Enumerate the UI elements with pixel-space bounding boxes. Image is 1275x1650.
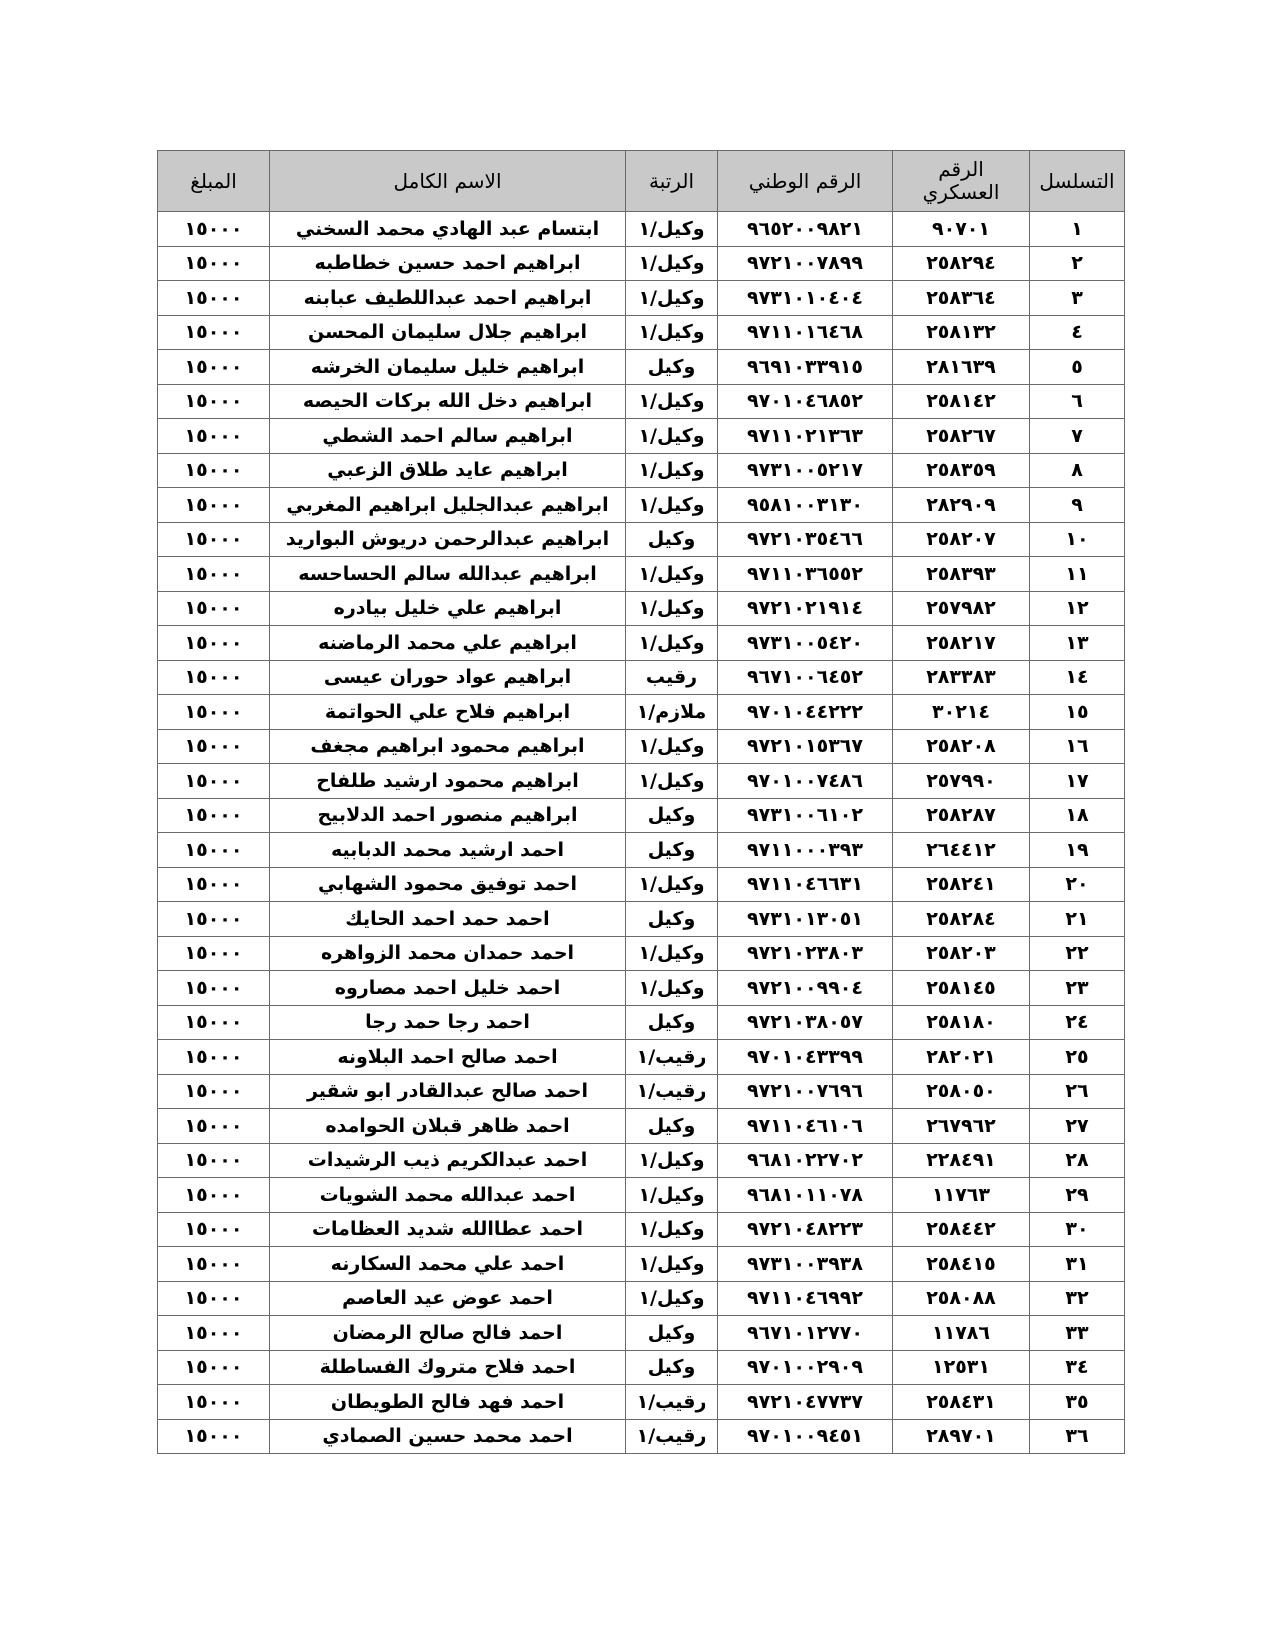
table-row	[158, 936, 1125, 971]
cell-national-number: ٩٦٨١٠١١٠٧٨	[718, 1178, 893, 1213]
cell-military-number: ٢٨٩٧٠١	[893, 1419, 1030, 1454]
cell-serial: ١٥	[1030, 695, 1125, 730]
cell-national-number: ٩٧٣١٠٠٥٤٢٠	[718, 626, 893, 661]
cell-full-name: ابراهيم سالم احمد الشطي	[270, 419, 626, 454]
cell-rank: وكيل/١	[626, 867, 718, 902]
header-serial: التسلسل	[1030, 151, 1125, 212]
table-row	[158, 1143, 1125, 1178]
cell-national-number: ٩٧٠١٠٤٣٣٩٩	[718, 1040, 893, 1075]
table-row	[158, 626, 1125, 661]
cell-full-name: احمد حمدان محمد الزواهره	[270, 936, 626, 971]
cell-military-number: ١٢٥٣١	[893, 1350, 1030, 1385]
cell-rank: وكيل	[626, 350, 718, 385]
cell-national-number: ٩٧٢١٠٠٧٦٩٦	[718, 1074, 893, 1109]
cell-full-name: احمد صالح احمد البلاونه	[270, 1040, 626, 1075]
cell-amount: ١٥٠٠٠	[158, 971, 270, 1006]
table-row	[158, 1385, 1125, 1420]
cell-full-name: احمد حمد احمد الحايك	[270, 902, 626, 937]
header-rank: الرتبة	[626, 151, 718, 212]
cell-national-number: ٩٧١١٠١٦٤٦٨	[718, 315, 893, 350]
cell-amount: ١٥٠٠٠	[158, 695, 270, 730]
cell-national-number: ٩٧٢١٠٢١٩١٤	[718, 591, 893, 626]
cell-rank: وكيل/١	[626, 591, 718, 626]
cell-full-name: احمد عبدالله محمد الشويات	[270, 1178, 626, 1213]
cell-national-number: ٩٧٠١٠٠٢٩٠٩	[718, 1350, 893, 1385]
cell-serial: ٢٣	[1030, 971, 1125, 1006]
cell-national-number: ٩٧١١٠٠٠٣٩٣	[718, 833, 893, 868]
cell-amount: ١٥٠٠٠	[158, 660, 270, 695]
table-row	[158, 1281, 1125, 1316]
cell-national-number: ٩٧١١٠٤٦٦٣١	[718, 867, 893, 902]
cell-national-number: ٩٧٢١٠٣٨٠٥٧	[718, 1005, 893, 1040]
cell-rank: وكيل/١	[626, 1281, 718, 1316]
cell-military-number: ٢٨٢٩٠٩	[893, 488, 1030, 523]
table-body	[158, 212, 1125, 1454]
table-row	[158, 729, 1125, 764]
cell-military-number: ٢٥٨٢٠٣	[893, 936, 1030, 971]
table-row	[158, 1350, 1125, 1385]
cell-amount: ١٥٠٠٠	[158, 833, 270, 868]
cell-amount: ١٥٠٠٠	[158, 1178, 270, 1213]
cell-serial: ٢٢	[1030, 936, 1125, 971]
cell-national-number: ٩٧٣١٠٠٣٩٣٨	[718, 1247, 893, 1282]
cell-full-name: ابراهيم عبدالرحمن دريوش البواريد	[270, 522, 626, 557]
cell-rank: رقيب/١	[626, 1385, 718, 1420]
cell-rank: وكيل	[626, 1109, 718, 1144]
cell-rank: وكيل/١	[626, 419, 718, 454]
cell-full-name: ابراهيم محمود ارشيد طلفاح	[270, 764, 626, 799]
cell-amount: ١٥٠٠٠	[158, 1385, 270, 1420]
cell-serial: ١٣	[1030, 626, 1125, 661]
cell-full-name: احمد رجا حمد رجا	[270, 1005, 626, 1040]
table-row	[158, 1212, 1125, 1247]
cell-national-number: ٩٧٢١٠٤٨٢٢٣	[718, 1212, 893, 1247]
cell-rank: وكيل	[626, 833, 718, 868]
cell-serial: ٣٢	[1030, 1281, 1125, 1316]
cell-military-number: ٢٥٨٢٠٨	[893, 729, 1030, 764]
cell-serial: ٦	[1030, 384, 1125, 419]
cell-full-name: احمد فلاح متروك الفساطلة	[270, 1350, 626, 1385]
cell-rank: وكيل/١	[626, 488, 718, 523]
cell-military-number: ٢٢٨٤٩١	[893, 1143, 1030, 1178]
table-row	[158, 246, 1125, 281]
cell-rank: وكيل	[626, 798, 718, 833]
cell-rank: رقيب/١	[626, 1040, 718, 1075]
cell-military-number: ٢٥٨٢٤١	[893, 867, 1030, 902]
cell-serial: ٣٤	[1030, 1350, 1125, 1385]
cell-amount: ١٥٠٠٠	[158, 522, 270, 557]
cell-amount: ١٥٠٠٠	[158, 1074, 270, 1109]
cell-full-name: ابراهيم احمد عبداللطيف عبابنه	[270, 281, 626, 316]
cell-rank: رقيب/١	[626, 1074, 718, 1109]
cell-rank: وكيل/١	[626, 1212, 718, 1247]
cell-amount: ١٥٠٠٠	[158, 1281, 270, 1316]
cell-full-name: احمد علي محمد السكارنه	[270, 1247, 626, 1282]
cell-amount: ١٥٠٠٠	[158, 453, 270, 488]
cell-amount: ١٥٠٠٠	[158, 867, 270, 902]
cell-serial: ٩	[1030, 488, 1125, 523]
cell-amount: ١٥٠٠٠	[158, 212, 270, 247]
cell-military-number: ٢٥٨٠٥٠	[893, 1074, 1030, 1109]
cell-rank: وكيل/١	[626, 384, 718, 419]
cell-full-name: احمد عطاالله شديد العظامات	[270, 1212, 626, 1247]
cell-amount: ١٥٠٠٠	[158, 488, 270, 523]
table-row	[158, 1419, 1125, 1454]
cell-serial: ٢٩	[1030, 1178, 1125, 1213]
cell-full-name: احمد فالح صالح الرمضان	[270, 1316, 626, 1351]
cell-rank: وكيل	[626, 1350, 718, 1385]
cell-full-name: احمد خليل احمد مصاروه	[270, 971, 626, 1006]
cell-serial: ٣٣	[1030, 1316, 1125, 1351]
document-page	[157, 150, 1124, 1454]
cell-military-number: ١١٧٨٦	[893, 1316, 1030, 1351]
cell-rank: وكيل/١	[626, 936, 718, 971]
cell-full-name: احمد فهد فالح الطويطان	[270, 1385, 626, 1420]
cell-rank: وكيل/١	[626, 212, 718, 247]
table-row	[158, 281, 1125, 316]
cell-serial: ٣٦	[1030, 1419, 1125, 1454]
cell-full-name: ابراهيم دخل الله بركات الحيصه	[270, 384, 626, 419]
cell-rank: وكيل/١	[626, 557, 718, 592]
cell-military-number: ٢٥٨٢٨٧	[893, 798, 1030, 833]
cell-serial: ٢٨	[1030, 1143, 1125, 1178]
cell-full-name: احمد ظاهر قبلان الحوامده	[270, 1109, 626, 1144]
cell-military-number: ٢٥٧٩٩٠	[893, 764, 1030, 799]
cell-full-name: ابراهيم علي محمد الرماضنه	[270, 626, 626, 661]
cell-full-name: ابراهيم جلال سليمان المحسن	[270, 315, 626, 350]
cell-rank: رقيب/١	[626, 1419, 718, 1454]
cell-amount: ١٥٠٠٠	[158, 1316, 270, 1351]
cell-military-number: ٢٥٨٢١٧	[893, 626, 1030, 661]
table-row	[158, 833, 1125, 868]
cell-rank: وكيل/١	[626, 626, 718, 661]
cell-national-number: ٩٧٢١٠٣٥٤٦٦	[718, 522, 893, 557]
cell-full-name: ابراهيم احمد حسين خطاطبه	[270, 246, 626, 281]
cell-national-number: ٩٧٠١٠٠٧٤٨٦	[718, 764, 893, 799]
cell-full-name: ابراهيم منصور احمد الدلابيح	[270, 798, 626, 833]
cell-full-name: ابراهيم عايد طلاق الزعبي	[270, 453, 626, 488]
cell-military-number: ٢٨٣٣٨٣	[893, 660, 1030, 695]
cell-amount: ١٥٠٠٠	[158, 384, 270, 419]
cell-full-name: ابتسام عبد الهادي محمد السخني	[270, 212, 626, 247]
cell-national-number: ٩٦٩١٠٣٣٩١٥	[718, 350, 893, 385]
cell-rank: وكيل	[626, 902, 718, 937]
cell-national-number: ٩٧٣١٠٠٦١٠٢	[718, 798, 893, 833]
cell-national-number: ٩٧٢١٠٢٣٨٠٣	[718, 936, 893, 971]
cell-rank: وكيل/١	[626, 764, 718, 799]
cell-amount: ١٥٠٠٠	[158, 1212, 270, 1247]
cell-national-number: ٩٧٠١٠٤٤٢٢٢	[718, 695, 893, 730]
cell-serial: ١٩	[1030, 833, 1125, 868]
cell-national-number: ٩٦٨١٠٢٢٧٠٢	[718, 1143, 893, 1178]
cell-rank: رقيب	[626, 660, 718, 695]
cell-rank: ملازم/١	[626, 695, 718, 730]
cell-full-name: ابراهيم فلاح علي الحواتمة	[270, 695, 626, 730]
cell-amount: ١٥٠٠٠	[158, 936, 270, 971]
table-row	[158, 1005, 1125, 1040]
table-row	[158, 522, 1125, 557]
cell-amount: ١٥٠٠٠	[158, 626, 270, 661]
cell-serial: ٧	[1030, 419, 1125, 454]
cell-full-name: ابراهيم علي خليل بيادره	[270, 591, 626, 626]
cell-military-number: ٣٠٢١٤	[893, 695, 1030, 730]
table-row	[158, 1040, 1125, 1075]
table-row	[158, 212, 1125, 247]
cell-rank: وكيل	[626, 1316, 718, 1351]
cell-amount: ١٥٠٠٠	[158, 1143, 270, 1178]
cell-amount: ١٥٠٠٠	[158, 1109, 270, 1144]
cell-military-number: ٢٥٨١٤٥	[893, 971, 1030, 1006]
cell-amount: ١٥٠٠٠	[158, 1247, 270, 1282]
cell-full-name: احمد محمد حسين الصمادي	[270, 1419, 626, 1454]
cell-military-number: ٢٥٨٢٨٤	[893, 902, 1030, 937]
cell-amount: ١٥٠٠٠	[158, 764, 270, 799]
table-row	[158, 798, 1125, 833]
cell-serial: ١٤	[1030, 660, 1125, 695]
cell-full-name: احمد ارشيد محمد الدبابيه	[270, 833, 626, 868]
cell-serial: ٣٥	[1030, 1385, 1125, 1420]
table-row	[158, 971, 1125, 1006]
cell-serial: ٢٧	[1030, 1109, 1125, 1144]
cell-rank: وكيل/١	[626, 453, 718, 488]
cell-amount: ١٥٠٠٠	[158, 729, 270, 764]
cell-serial: ١٦	[1030, 729, 1125, 764]
cell-serial: ١٠	[1030, 522, 1125, 557]
cell-national-number: ٩٧١١٠٤٦٩٩٢	[718, 1281, 893, 1316]
table-row	[158, 591, 1125, 626]
cell-full-name: احمد توفيق محمود الشهابي	[270, 867, 626, 902]
cell-serial: ١٨	[1030, 798, 1125, 833]
cell-serial: ١٢	[1030, 591, 1125, 626]
table-row	[158, 660, 1125, 695]
cell-national-number: ٩٦٧١٠٠٦٤٥٢	[718, 660, 893, 695]
table-row	[158, 764, 1125, 799]
table-row	[158, 1178, 1125, 1213]
cell-military-number: ٢٨١٦٣٩	[893, 350, 1030, 385]
cell-amount: ١٥٠٠٠	[158, 591, 270, 626]
cell-serial: ١٧	[1030, 764, 1125, 799]
cell-serial: ٤	[1030, 315, 1125, 350]
cell-military-number: ٢٥٨٤١٥	[893, 1247, 1030, 1282]
cell-national-number: ٩٧١١٠٤٦١٠٦	[718, 1109, 893, 1144]
cell-national-number: ٩٧٢١٠٠٩٩٠٤	[718, 971, 893, 1006]
cell-military-number: ٢٥٨١٤٢	[893, 384, 1030, 419]
cell-serial: ٥	[1030, 350, 1125, 385]
cell-serial: ٢٦	[1030, 1074, 1125, 1109]
cell-national-number: ٩٥٨١٠٠٣١٣٠	[718, 488, 893, 523]
cell-military-number: ٢٥٨٣٥٩	[893, 453, 1030, 488]
cell-amount: ١٥٠٠٠	[158, 350, 270, 385]
cell-amount: ١٥٠٠٠	[158, 419, 270, 454]
cell-rank: وكيل	[626, 1005, 718, 1040]
table-row	[158, 902, 1125, 937]
table-row	[158, 350, 1125, 385]
table-row	[158, 488, 1125, 523]
table-row	[158, 453, 1125, 488]
table-row	[158, 1316, 1125, 1351]
table-row	[158, 1247, 1125, 1282]
table-row	[158, 867, 1125, 902]
cell-military-number: ٢٥٨١٨٠	[893, 1005, 1030, 1040]
header-amount: المبلغ	[158, 151, 270, 212]
cell-military-number: ٢٥٨٢٩٤	[893, 246, 1030, 281]
cell-full-name: ابراهيم خليل سليمان الخرشه	[270, 350, 626, 385]
cell-amount: ١٥٠٠٠	[158, 1419, 270, 1454]
cell-military-number: ٢٥٨٣٩٣	[893, 557, 1030, 592]
cell-serial: ٣١	[1030, 1247, 1125, 1282]
cell-military-number: ٢٦٧٩٦٢	[893, 1109, 1030, 1144]
cell-military-number: ١١٧٦٣	[893, 1178, 1030, 1213]
cell-amount: ١٥٠٠٠	[158, 315, 270, 350]
cell-rank: وكيل	[626, 522, 718, 557]
cell-serial: ٢٥	[1030, 1040, 1125, 1075]
cell-military-number: ٢٥٨٣٦٤	[893, 281, 1030, 316]
cell-national-number: ٩٧٠١٠٤٦٨٥٢	[718, 384, 893, 419]
cell-military-number: ٢٨٢٠٢١	[893, 1040, 1030, 1075]
cell-full-name: احمد عبدالكريم ذيب الرشيدات	[270, 1143, 626, 1178]
cell-amount: ١٥٠٠٠	[158, 281, 270, 316]
cell-national-number: ٩٧٣١٠١٣٠٥١	[718, 902, 893, 937]
cell-serial: ٣	[1030, 281, 1125, 316]
cell-military-number: ٢٥٨٤٣١	[893, 1385, 1030, 1420]
cell-full-name: احمد عوض عيد العاصم	[270, 1281, 626, 1316]
cell-national-number: ٩٧١١٠٢١٣٦٣	[718, 419, 893, 454]
cell-serial: ١١	[1030, 557, 1125, 592]
table-row	[158, 557, 1125, 592]
cell-rank: وكيل/١	[626, 1178, 718, 1213]
cell-serial: ٢١	[1030, 902, 1125, 937]
cell-amount: ١٥٠٠٠	[158, 1040, 270, 1075]
table-row	[158, 1109, 1125, 1144]
cell-military-number: ٢٥٨١٣٢	[893, 315, 1030, 350]
cell-military-number: ٢٥٨٢٠٧	[893, 522, 1030, 557]
cell-full-name: احمد صالح عبدالقادر ابو شقير	[270, 1074, 626, 1109]
cell-rank: وكيل/١	[626, 1247, 718, 1282]
cell-amount: ١٥٠٠٠	[158, 557, 270, 592]
cell-full-name: ابراهيم عواد حوران عيسى	[270, 660, 626, 695]
cell-rank: وكيل/١	[626, 1143, 718, 1178]
header-row	[158, 151, 1125, 212]
cell-serial: ٢٠	[1030, 867, 1125, 902]
cell-full-name: ابراهيم عبدالجليل ابراهيم المغربي	[270, 488, 626, 523]
cell-amount: ١٥٠٠٠	[158, 246, 270, 281]
header-national-number: الرقم الوطني	[718, 151, 893, 212]
table-row	[158, 315, 1125, 350]
cell-serial: ٣٠	[1030, 1212, 1125, 1247]
table-header	[158, 151, 1125, 212]
header-military-number-text: الرقم العسكري	[922, 157, 1000, 204]
cell-serial: ٢	[1030, 246, 1125, 281]
cell-serial: ١	[1030, 212, 1125, 247]
cell-military-number: ٩٠٧٠١	[893, 212, 1030, 247]
cell-serial: ٢٤	[1030, 1005, 1125, 1040]
cell-national-number: ٩٧٢١٠٤٧٧٣٧	[718, 1385, 893, 1420]
cell-national-number: ٩٦٧١٠١٢٧٧٠	[718, 1316, 893, 1351]
cell-full-name: ابراهيم محمود ابراهيم مجغف	[270, 729, 626, 764]
cell-amount: ١٥٠٠٠	[158, 1350, 270, 1385]
cell-national-number: ٩٧٣١٠١٠٤٠٤	[718, 281, 893, 316]
cell-serial: ٨	[1030, 453, 1125, 488]
table-row	[158, 384, 1125, 419]
header-full-name: الاسم الكامل	[270, 151, 626, 212]
cell-military-number: ٢٥٨٠٨٨	[893, 1281, 1030, 1316]
cell-military-number: ٢٥٧٩٨٢	[893, 591, 1030, 626]
cell-national-number: ٩٦٥٢٠٠٩٨٢١	[718, 212, 893, 247]
cell-full-name: ابراهيم عبدالله سالم الحساحسه	[270, 557, 626, 592]
cell-national-number: ٩٧٣١٠٠٥٢١٧	[718, 453, 893, 488]
cell-rank: وكيل/١	[626, 246, 718, 281]
cell-military-number: ٢٥٨٢٦٧	[893, 419, 1030, 454]
cell-amount: ١٥٠٠٠	[158, 798, 270, 833]
cell-national-number: ٩٧٢١٠٠٧٨٩٩	[718, 246, 893, 281]
cell-national-number: ٩٧٠١٠٠٩٤٥١	[718, 1419, 893, 1454]
cell-amount: ١٥٠٠٠	[158, 1005, 270, 1040]
cell-rank: وكيل/١	[626, 281, 718, 316]
cell-amount: ١٥٠٠٠	[158, 902, 270, 937]
cell-national-number: ٩٧٢١٠١٥٣٦٧	[718, 729, 893, 764]
cell-rank: وكيل/١	[626, 971, 718, 1006]
cell-military-number: ٢٦٤٤١٢	[893, 833, 1030, 868]
cell-military-number: ٢٥٨٤٤٢	[893, 1212, 1030, 1247]
table-row	[158, 1074, 1125, 1109]
roster-table	[157, 150, 1125, 1454]
cell-rank: وكيل/١	[626, 315, 718, 350]
table-row	[158, 419, 1125, 454]
cell-national-number: ٩٧١١٠٣٦٥٥٢	[718, 557, 893, 592]
cell-rank: وكيل/١	[626, 729, 718, 764]
table-row	[158, 695, 1125, 730]
header-military-number	[893, 151, 1030, 212]
